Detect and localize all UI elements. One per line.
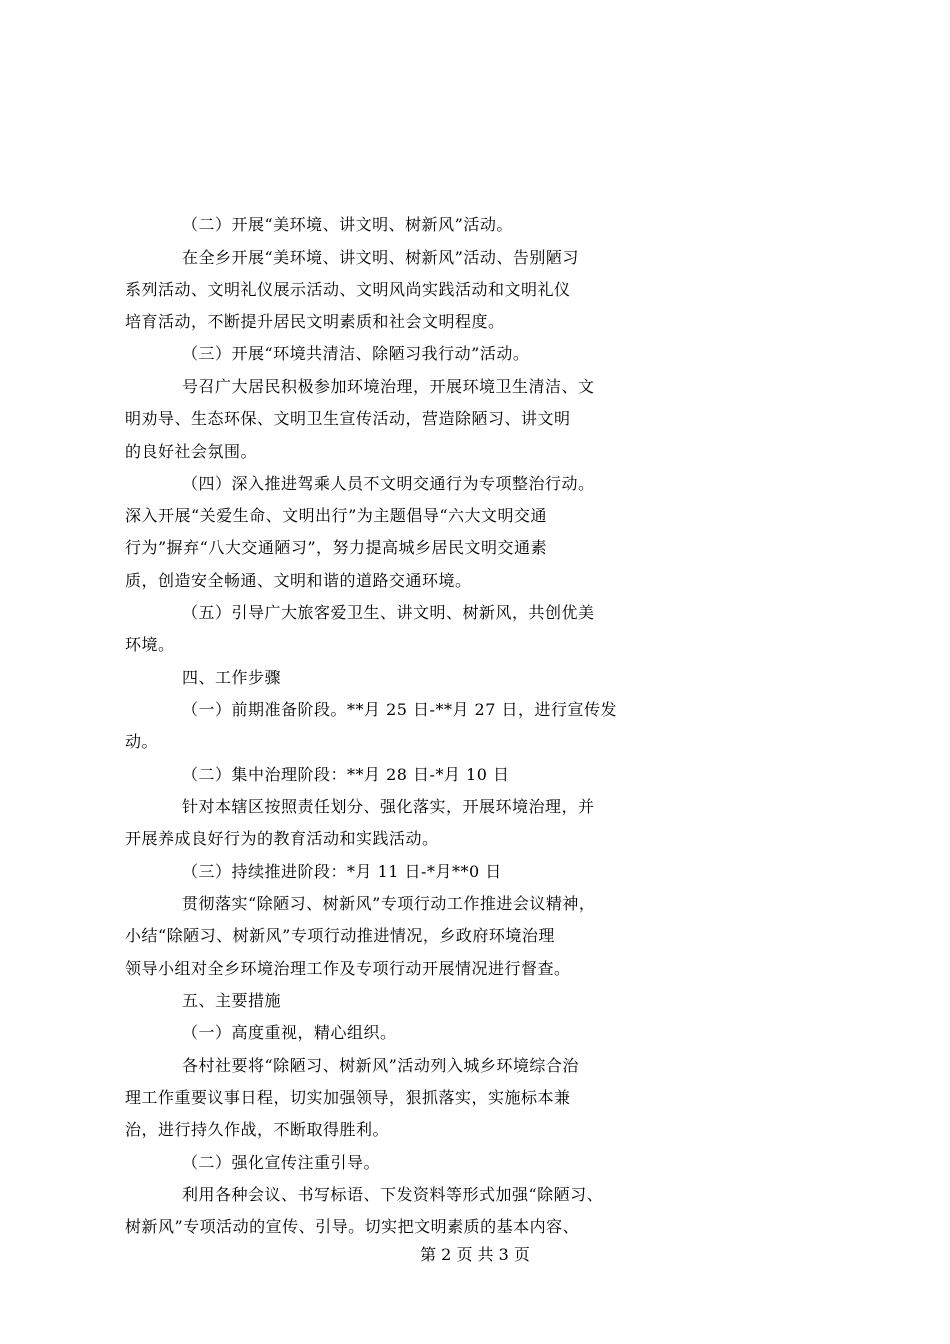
text-line: 各村社要将“除陋习、树新风”活动列入城乡环境综合治 (182, 1056, 579, 1075)
text-line: 利用各种会议、书写标语、下发资料等形式加强“除陋习、 (182, 1185, 604, 1204)
text-line: （五）引导广大旅客爱卫生、讲文明、树新风，共创优美 (182, 603, 595, 622)
text-line: 开展养成良好行为的教育活动和实践活动。 (125, 829, 439, 848)
text-line: （一）前期准备阶段。**月 25 日-**月 27 日，进行宣传发 (182, 700, 617, 719)
text-line: 培育活动，不断提升居民文明素质和社会文明程度。 (125, 312, 505, 331)
section-heading: 五、主要措施 (182, 991, 282, 1010)
page-number-footer: 第 2 页 共 3 页 (420, 1245, 530, 1264)
text-line: 针对本辖区按照责任划分、强化落实，开展环境治理，并 (182, 797, 595, 816)
text-line: （一）高度重视，精心组织。 (182, 1023, 397, 1042)
section-heading: 四、工作步骤 (182, 668, 282, 687)
text-line: 明劝导、生态环保、文明卫生宣传活动，营造除陋习、讲文明 (125, 409, 571, 428)
text-line: 在全乡开展“美环境、讲文明、树新风”活动、告别陋习 (182, 248, 579, 267)
text-line: 号召广大居民积极参加环境治理，开展环境卫生清洁、文 (182, 377, 595, 396)
text-line: 治，进行持久作战，不断取得胜利。 (125, 1120, 390, 1139)
text-line: 深入开展“关爱生命、文明出行”为主题倡导“六大文明交通 (125, 506, 548, 525)
text-line: 领导小组对全乡环境治理工作及专项行动开展情况进行督查。 (125, 959, 571, 978)
text-line: （三）持续推进阶段：*月 11 日-*月**0 日 (182, 862, 502, 881)
text-line: （二）开展“美环境、讲文明、树新风”活动。 (182, 215, 513, 234)
text-line: 理工作重要议事日程，切实加强领导，狠抓落实，实施标本兼 (125, 1088, 571, 1107)
text-line: 环境。 (125, 635, 175, 654)
text-line: 行为”摒弃“八大交通陋习”，努力提高城乡居民文明交通素 (125, 538, 548, 557)
text-line: 系列活动、文明礼仪展示活动、文明风尚实践活动和文明礼仪 (125, 280, 571, 299)
text-line: （三）开展“环境共清洁、除陋习我行动”活动。 (182, 344, 530, 363)
text-line: （二）集中治理阶段：**月 28 日-*月 10 日 (182, 765, 510, 784)
text-line: 动。 (125, 732, 159, 751)
text-line: 质，创造安全畅通、文明和谐的道路交通环境。 (125, 571, 472, 590)
text-line: 的良好社会氛围。 (125, 442, 258, 461)
text-line: （四）深入推进驾乘人员不文明交通行为专项整治行动。 (182, 474, 595, 493)
text-line: （二）强化宣传注重引导。 (182, 1153, 381, 1172)
text-line: 小结“除陋习、树新风”专项行动推进情况，乡政府环境治理 (125, 926, 555, 945)
text-line: 树新风”专项活动的宣传、引导。切实把文明素质的基本内容、 (125, 1217, 580, 1236)
text-line: 贯彻落实“除陋习、树新风”专项行动工作推进会议精神， (182, 894, 596, 913)
